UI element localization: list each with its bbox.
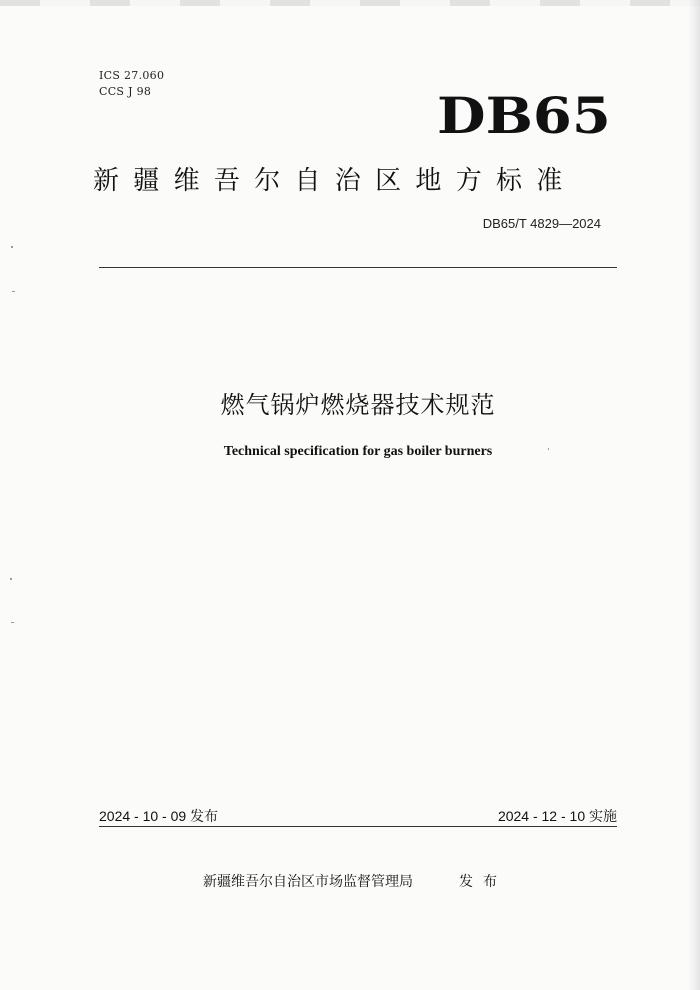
db65-logo: DB65: [437, 86, 611, 145]
implementation-date: 2024 - 12 - 10 实施: [497, 808, 617, 824]
standard-code: DB65/T 4829—2024: [482, 216, 601, 231]
scan-speck: [10, 578, 12, 580]
scan-speck: [11, 622, 14, 623]
ccs-code: CCS J 98: [99, 85, 152, 98]
document-title-english: Technical specification for gas boiler burners: [223, 444, 493, 459]
bottom-divider: [99, 826, 617, 827]
standard-category: 新疆维吾尔自治区地方标准: [93, 166, 577, 196]
scan-speck: [11, 246, 13, 248]
ics-code: ICS 27.060: [99, 69, 165, 82]
document-title-chinese: 燃气锅炉燃烧器技术规范: [220, 391, 496, 419]
top-divider: [99, 267, 617, 268]
issue-date: 2024 - 10 - 09 发布: [99, 808, 219, 824]
scan-edge-top: [0, 0, 700, 6]
publisher-name: 新疆维吾尔自治区市场监督管理局: [203, 874, 413, 890]
scan-speck: [12, 291, 15, 292]
scan-edge-right: [688, 0, 700, 990]
publish-label: 发布: [459, 874, 507, 890]
